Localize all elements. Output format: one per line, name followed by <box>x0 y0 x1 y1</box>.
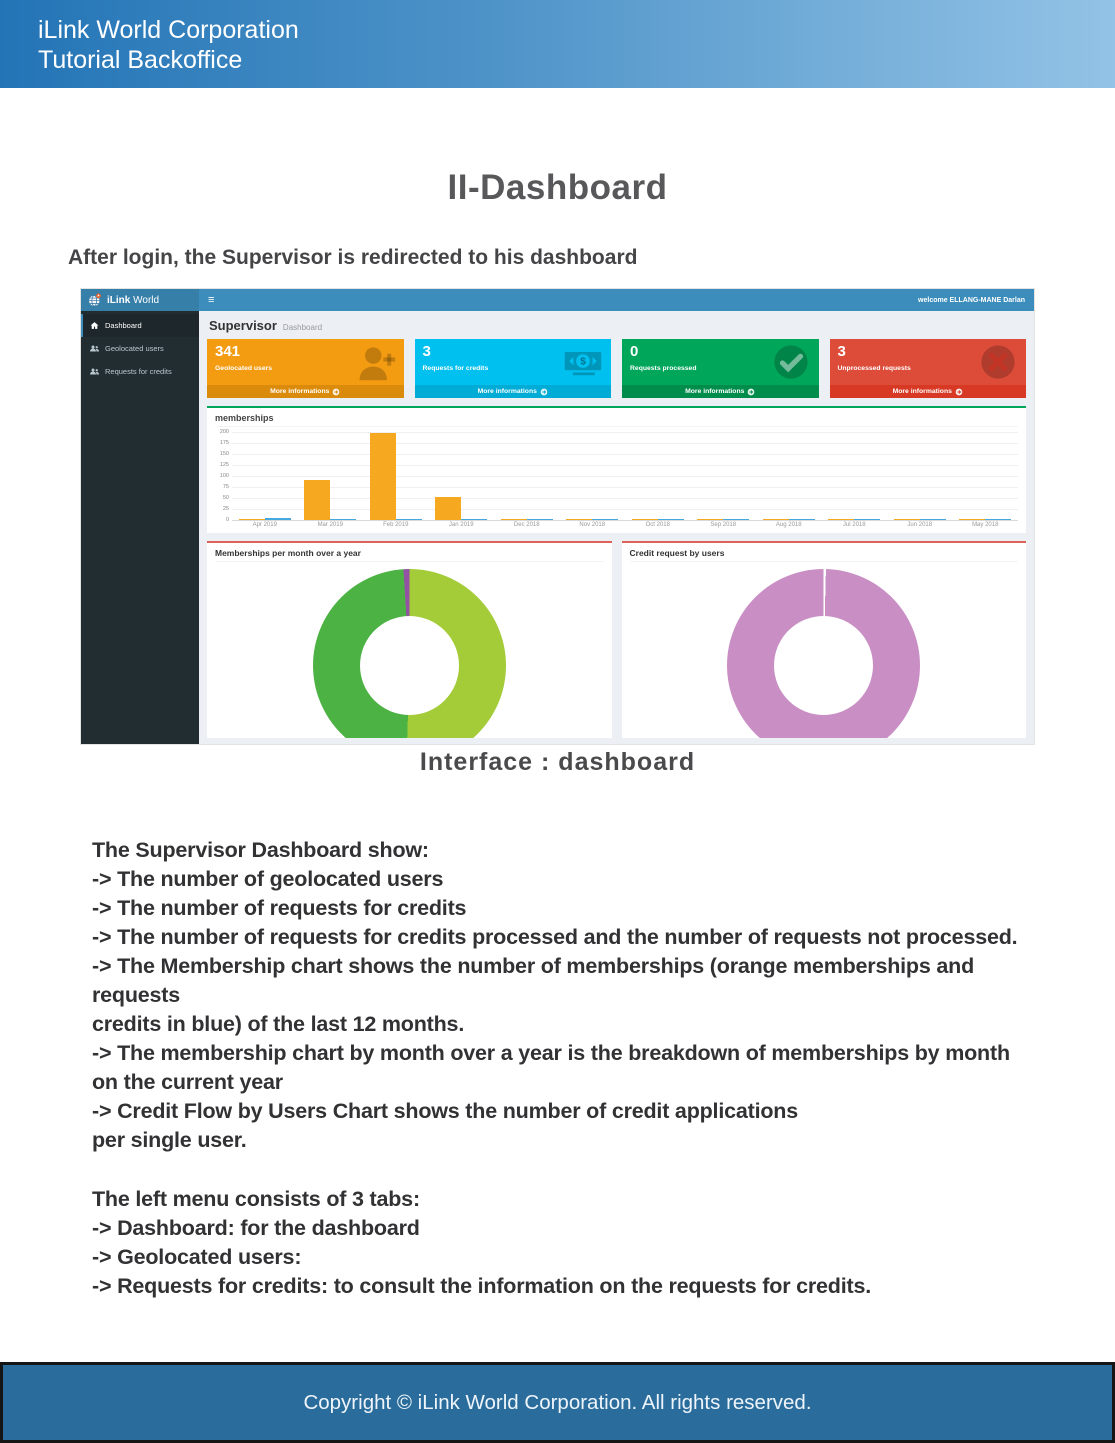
paragraph: The left menu consists of 3 tabs: -> Dashboard: for the dashboard -> Geolocated users: -> Requests for credits: to consult the information on the requests for credits. <box>92 1187 872 1298</box>
user-plus-icon <box>355 343 397 381</box>
sidebar-item-label: Dashboard <box>105 321 142 330</box>
dashboard-icon <box>90 321 99 330</box>
welcome-text: welcome ELLANG-MANE Darlan <box>918 296 1025 304</box>
info-box-value: 0 <box>630 343 639 360</box>
bar-requests-credits-mar-2019 <box>330 519 356 521</box>
bar-requests-credits-feb-2019 <box>396 519 422 521</box>
info-box-label: Requests for credits <box>422 364 489 372</box>
bar-requests-credits-oct-2018 <box>658 519 684 521</box>
sidebar-item-geolocated-users[interactable] <box>81 337 199 360</box>
info-box-label: Unprocessed requests <box>837 364 911 372</box>
info-box-value: 341 <box>215 343 241 360</box>
hamburger-icon[interactable]: ≡ <box>208 293 215 306</box>
svg-text:$: $ <box>580 356 586 368</box>
memberships-donut-chart <box>313 569 506 738</box>
info-box-row <box>207 339 1026 398</box>
bar-requests-credits-aug-2018 <box>789 519 815 521</box>
credit-request-donut-chart <box>727 569 920 738</box>
bar-memberships-oct-2018 <box>632 519 658 521</box>
brand-logo[interactable] <box>81 289 199 311</box>
page-header <box>0 0 1115 88</box>
heading-title: Supervisor <box>209 318 277 333</box>
bar-memberships-aug-2018 <box>763 519 789 521</box>
info-box-value: 3 <box>422 343 431 360</box>
dashboard-navbar <box>199 289 1034 311</box>
bar-memberships-feb-2019 <box>370 433 396 520</box>
heading-subtitle: Dashboard <box>282 323 323 332</box>
bar-memberships-jun-2018 <box>894 519 920 521</box>
header-line2: Tutorial Backoffice <box>38 46 243 74</box>
page-footer <box>0 1362 1115 1443</box>
bar-requests-credits-apr-2019 <box>265 518 291 520</box>
body-text <box>92 836 1057 1301</box>
more-informations-link[interactable]: More informations <box>622 385 819 398</box>
globe-pin-icon <box>88 293 102 307</box>
more-informations-link[interactable]: More informations <box>830 385 1027 398</box>
users-icon <box>90 367 99 376</box>
memberships-chart-panel <box>207 406 1026 533</box>
dashboard-topbar <box>81 289 1034 311</box>
bar-memberships-mar-2019 <box>304 480 330 520</box>
sidebar-item-label: Requests for credits <box>105 367 172 376</box>
bar-memberships-may-2018 <box>959 519 985 521</box>
donut-title-right: Credit request by users <box>630 548 1019 562</box>
arrow-circle-icon <box>747 388 755 396</box>
header-line1: iLink World Corporation <box>38 16 299 44</box>
brand-name: iLink World <box>107 294 160 306</box>
bar-memberships-sep-2018 <box>697 519 723 521</box>
bar-requests-credits-sep-2018 <box>723 519 749 521</box>
page-heading <box>209 318 1026 333</box>
users-icon <box>90 344 99 353</box>
bar-memberships-dec-2018 <box>501 519 527 521</box>
donut-title-left: Memberships per month over a year <box>215 548 604 562</box>
bar-memberships-apr-2019 <box>239 519 265 521</box>
chart-y-axis: 0 25 50 75 100 125 150 175 200 <box>219 429 229 523</box>
more-informations-link[interactable]: More informations <box>207 385 404 398</box>
chart-plot-area <box>232 432 1018 520</box>
bar-requests-credits-dec-2018 <box>527 519 553 521</box>
intro-text: After login, the Supervisor is redirected to his dashboard <box>68 246 638 269</box>
sidebar-item-requests-for-credits[interactable] <box>81 360 199 383</box>
sidebar-item-dashboard[interactable] <box>81 314 199 337</box>
info-box-requests-for-credits <box>415 339 612 398</box>
bar-requests-credits-jun-2018 <box>920 519 946 521</box>
donut-row <box>207 541 1026 738</box>
info-box-unprocessed-requests <box>830 339 1027 398</box>
bar-memberships-jul-2018 <box>828 519 854 521</box>
money-icon <box>562 343 604 381</box>
dashboard-screenshot <box>80 288 1035 745</box>
bar-memberships-nov-2018 <box>566 519 592 521</box>
chart-title: memberships <box>215 413 1018 427</box>
credit-request-panel <box>622 541 1027 738</box>
bar-requests-credits-nov-2018 <box>592 519 618 521</box>
sidebar-menu <box>81 311 199 744</box>
footer-text: Copyright © iLink World Corporation. All rights reserved. <box>303 1390 812 1414</box>
check-icon <box>770 343 812 381</box>
info-box-label: Geolocated users <box>215 364 273 372</box>
info-box-label: Requests processed <box>630 364 697 372</box>
x-icon <box>977 343 1019 381</box>
arrow-circle-icon <box>955 388 963 396</box>
chart-x-axis: Apr 2019 Mar 2019 Feb 2019 Jan 2019 Dec 2018 Nov 2018 Oct 2018 Sep 2018 Aug 2018 Jul 2018 Jun 2018 May 2018 <box>252 522 999 528</box>
main-content <box>199 311 1034 744</box>
paragraph: The Supervisor Dashboard show: -> The number of geolocated users -> The number of requests for credits -> The number of requests for credits processed and the number of requests not processed. -> The Membership chart shows the number of memberships (orange memberships and requests credits in blue) of the last 12 months. -> The membership chart by month over a year is the breakdown of memberships by month on the current year -> Credit Flow by Users Chart shows the number of credit applications per single user. <box>92 838 1018 1152</box>
page-title: II-Dashboard <box>447 168 668 207</box>
info-box-value: 3 <box>837 343 846 360</box>
arrow-circle-icon <box>540 388 548 396</box>
bar-requests-credits-may-2018 <box>985 519 1011 521</box>
arrow-circle-icon <box>332 388 340 396</box>
memberships-per-month-panel <box>207 541 612 738</box>
more-informations-link[interactable]: More informations <box>415 385 612 398</box>
bar-memberships-jan-2019 <box>435 497 461 520</box>
info-box-geolocated-users <box>207 339 404 398</box>
sidebar-item-label: Geolocated users <box>105 344 164 353</box>
screenshot-caption: Interface : dashboard <box>419 748 696 776</box>
bar-requests-credits-jul-2018 <box>854 519 880 521</box>
info-box-requests-processed <box>622 339 819 398</box>
bar-requests-credits-jan-2019 <box>461 519 487 521</box>
memberships-chart <box>215 429 1018 528</box>
